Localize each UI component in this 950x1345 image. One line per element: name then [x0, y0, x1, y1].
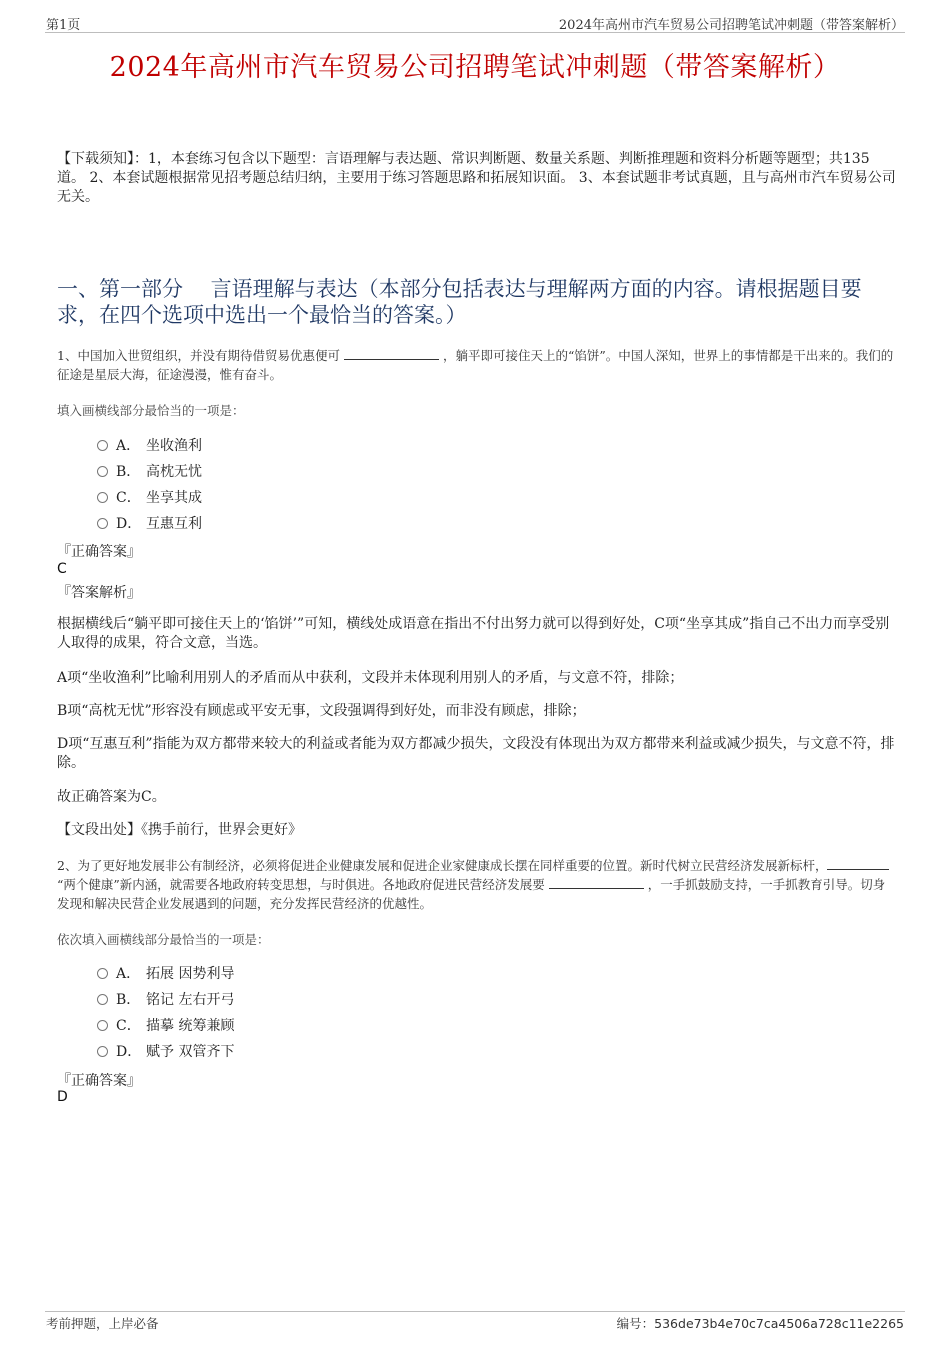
question-2-text-part: ，一手抓鼓励支持，一手抓教育引导。切身发现和解决民营企业发展遇到的问题，充分发挥民营经济的优越性。	[57, 877, 886, 911]
radio-icon[interactable]	[97, 1046, 108, 1057]
answer-label: 『正确答案』	[57, 544, 141, 560]
header-doc-title: 2024年高州市汽车贸易公司招聘笔试冲刺题（带答案解析）	[558, 18, 904, 33]
answer-label: 『正确答案』	[57, 1073, 141, 1089]
radio-icon[interactable]	[97, 994, 108, 1005]
question-2-text-part: 2、为了更好地发展非公有制经济，必须将促进企业健康发展和促进企业家健康成长摆在同样重要的位置。新时代树立民营经济发展新标杆，	[57, 858, 828, 873]
option-c[interactable]: C． 描摹 统筹兼顾	[97, 1015, 234, 1035]
document-code	[617, 1314, 904, 1332]
explanation-paragraph: 根据横线后“躺平即可接住天上的‘馅饼’”可知，横线处成语意在指出不付出努力就可以得到好处，C项“坐享其成”指自己不出力而享受别人取得的成果，符合文意，当选。	[57, 616, 890, 651]
radio-icon[interactable]	[97, 1020, 108, 1031]
answer-value: C	[57, 561, 67, 577]
explanation-conclusion: 故正确答案为C。	[57, 789, 166, 805]
option-a[interactable]: A． 坐收渔利	[97, 435, 202, 455]
document-code-value: 536de73b4e70c7ca4506a728c11e2265	[654, 1316, 904, 1331]
section-heading: 一、第一部分 言语理解与表达（本部分包括表达与理解两方面的内容。请根据题目要求，在四个选项中选出一个最恰当的答案。）	[57, 277, 862, 327]
footer-slogan: 考前押题，上岸必备	[46, 1316, 159, 1331]
question-1-options	[97, 435, 202, 533]
question-2-options	[97, 963, 234, 1061]
question-1-text-part: 1、中国加入世贸组织，并没有期待借贸易优惠便可	[57, 348, 340, 363]
radio-icon[interactable]	[97, 518, 108, 529]
fill-blank	[827, 857, 889, 870]
document-title: 2024年高州市汽车贸易公司招聘笔试冲刺题（带答案解析）	[109, 52, 841, 83]
explanation-paragraph: D项“互惠互利”指能为双方都带来较大的利益或者能为双方都减少损失，文段没有体现出为双方都带来利益或减少损失，与文意不符，排除。	[57, 736, 895, 771]
radio-icon[interactable]	[97, 492, 108, 503]
document-code-label: 编号：	[616, 1316, 655, 1331]
page-number: 第1页	[46, 18, 81, 33]
option-c[interactable]: C． 坐享其成	[97, 487, 202, 507]
option-b[interactable]: B． 铭记 左右开弓	[97, 989, 234, 1009]
text-source: 【文段出处】《携手前行，世界会更好》	[57, 822, 302, 838]
radio-icon[interactable]	[97, 466, 108, 477]
option-d[interactable]: D． 赋予 双管齐下	[97, 1041, 234, 1061]
header-divider	[45, 32, 905, 33]
fill-blank	[344, 347, 439, 360]
explanation-paragraph: A项“坐收渔利”比喻利用别人的矛盾而从中获利，文段并未体现利用别人的矛盾，与文意不符，排除；	[57, 670, 684, 686]
fill-blank	[549, 876, 644, 889]
question-1-text	[57, 346, 897, 384]
footer-divider	[45, 1311, 905, 1312]
radio-icon[interactable]	[97, 968, 108, 979]
download-notice: 【下载须知】：1，本套练习包含以下题型：言语理解与表达题、常识判断题、数量关系题、判断推理题和资料分析题等题型；共135道。 2、本套试题根据常见招考题总结归纳，主要用于练习答题思路和拓展知识面。 3、本套试题非考试真题，且与高州市汽车贸易公司无关。	[57, 151, 896, 205]
question-2-prompt: 依次填入画横线部分最恰当的一项是：	[57, 932, 270, 947]
option-d[interactable]: D． 互惠互利	[97, 513, 202, 533]
option-a[interactable]: A． 拓展 因势利导	[97, 963, 234, 983]
question-1-text-part: ，躺平即可接住天上的“馅饼”。中国人深知，世界上的事情都是干出来的。我们的征途是星辰大海，征途漫漫，惟有奋斗。	[57, 348, 894, 382]
radio-icon[interactable]	[97, 440, 108, 451]
option-b[interactable]: B． 高枕无忧	[97, 461, 202, 481]
analysis-label: 『答案解析』	[57, 585, 141, 601]
question-2-text	[57, 856, 897, 913]
question-2-text-part: “两个健康”新内涵，就需要各地政府转变思想，与时俱进。各地政府促进民营经济发展要	[57, 877, 545, 892]
answer-value: D	[57, 1089, 68, 1105]
explanation-paragraph: B项“高枕无忧”形容没有顾虑或平安无事，文段强调得到好处，而非没有顾虑，排除；	[57, 703, 586, 719]
question-1-prompt: 填入画横线部分最恰当的一项是：	[57, 403, 245, 418]
